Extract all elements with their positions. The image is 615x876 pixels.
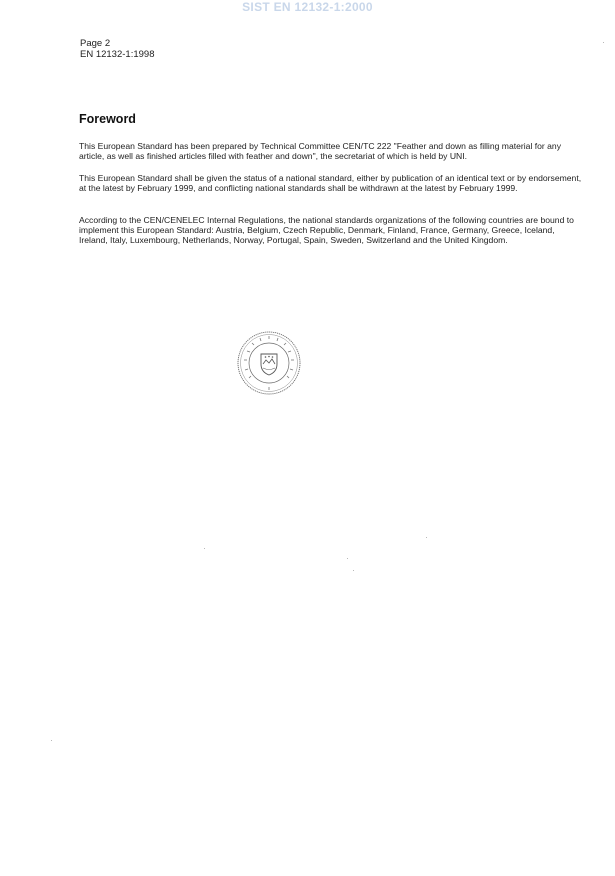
scan-speck (603, 42, 604, 43)
foreword-paragraph-1: This European Standard has been prepared by Technical Committee CEN/TC 222 "Feather and down as filling material for any article, as well as finished articles filled with feather and down", the secretariat of which is held by UNI. (79, 141, 562, 161)
section-title: Foreword (79, 112, 136, 126)
foreword-paragraph-3: According to the CEN/CENELEC Internal Regulations, the national standards organizations of the following countries are bound to implement this European Standard: Austria, Belgium, Czech Republic, Denmark, Finland, France, Germany, Greece, Iceland, Ireland, Italy, Luxembourg, Netherlands, Norway, Portugal, Spain, Sweden, Switzerland and the United Kingdom. (79, 215, 574, 245)
official-seal-icon (236, 330, 302, 396)
scan-speck (353, 570, 354, 571)
foreword-paragraph-2: This European Standard shall be given the status of a national standard, either by publication of an identical text or by endorsement, at the latest by February 1999, and conflicting national standards shall be withdrawn at the latest by February 1999. (79, 173, 582, 193)
page-header (80, 38, 154, 60)
scan-speck (347, 558, 348, 559)
scan-speck (426, 537, 427, 538)
document-watermark: SIST EN 12132-1:2000 (242, 0, 373, 14)
page-number: Page 2 (80, 38, 111, 49)
scan-speck (204, 548, 205, 549)
seal-graphic (236, 330, 302, 396)
document-id: EN 12132-1:1998 (80, 49, 155, 60)
scan-speck (51, 740, 52, 741)
